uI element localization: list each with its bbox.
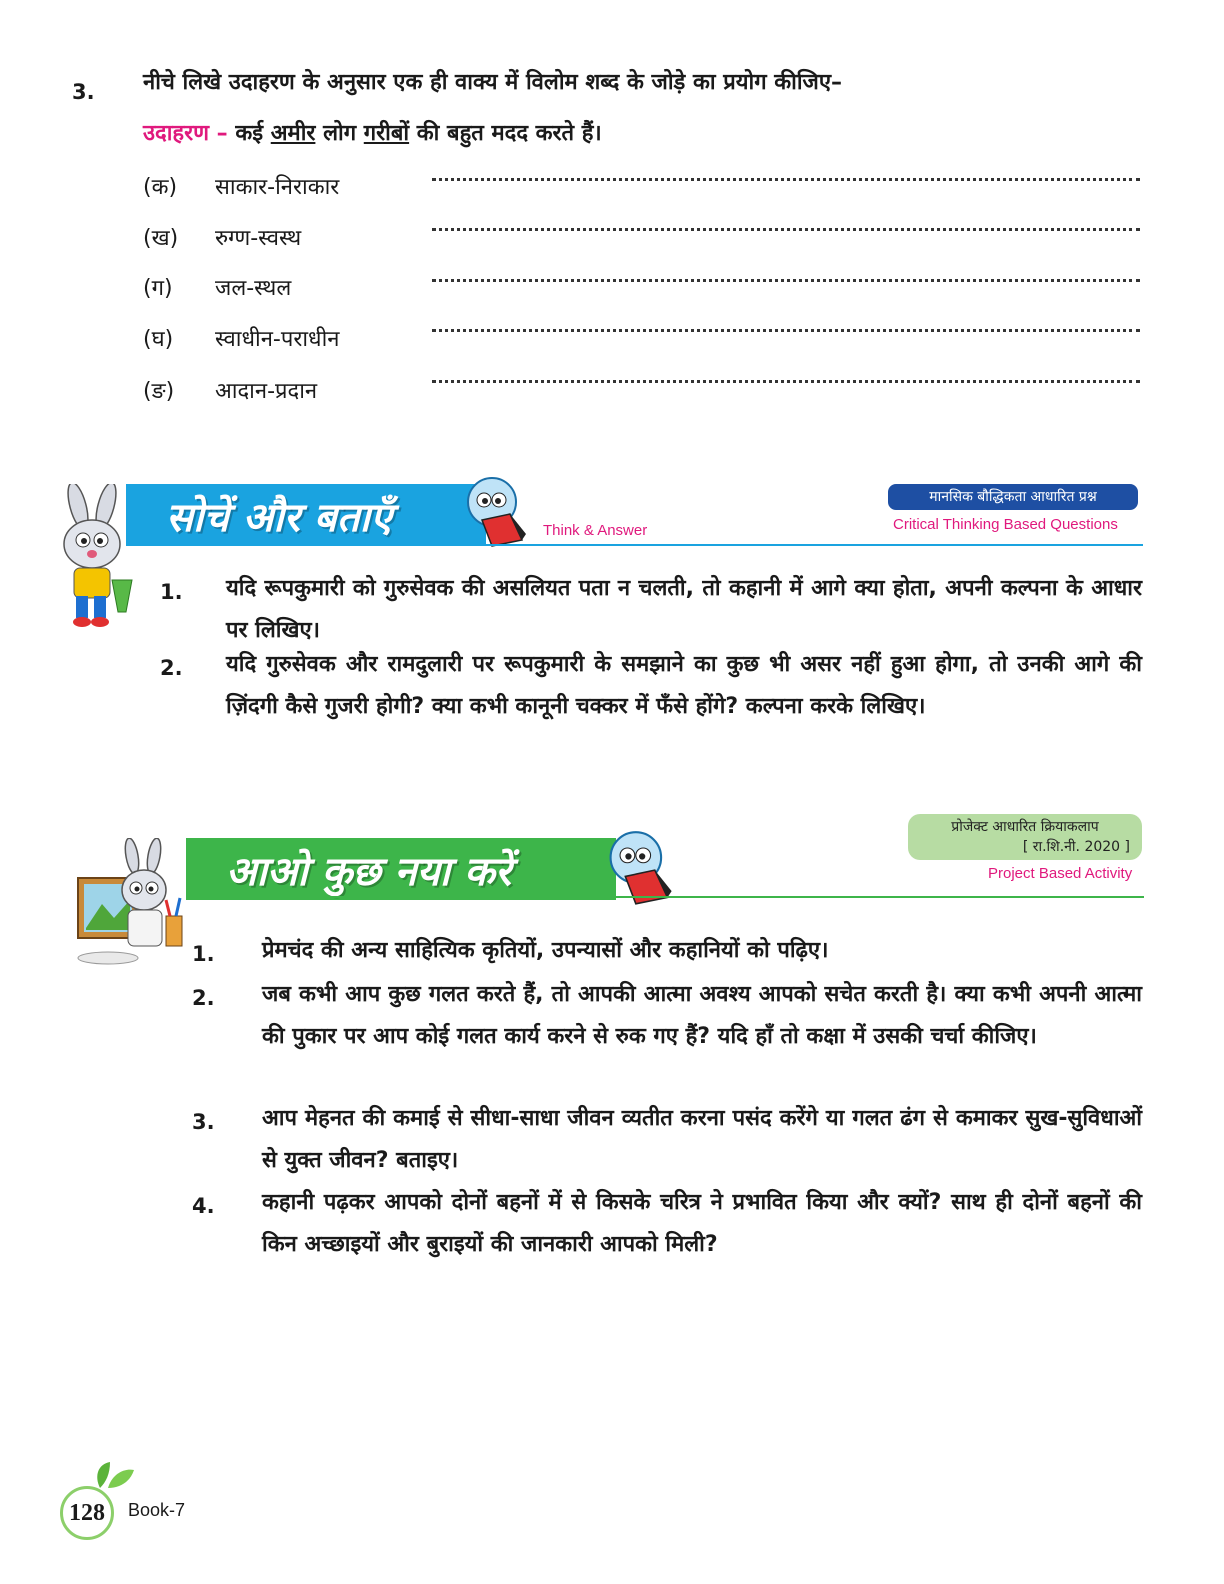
project-item-text: आप मेहनत की कमाई से सीधा-साधा जीवन व्यतीत करना पसंद करेंगे या गलत ढंग से कमाकर सुख-सुविधाओं से युक्त जीवन? बताइए। [262, 1106, 1142, 1173]
q3-number: 3. [72, 80, 95, 104]
project-item-text: जब कभी आप कुछ गलत करते हैं, तो आपकी आत्मा अवश्य आपको सचेत करती है। क्या कभी अपनी आत्मा की पुकार पर आप कोई गलत कार्य करने से रुक गए हैं? यदि हाँ तो कक्षा में उसकी चर्चा कीजिए। [262, 982, 1142, 1049]
think-tag [888, 484, 1138, 510]
example-text-2: लोग [323, 121, 357, 146]
think-item-number: 1. [160, 580, 183, 604]
answer-line[interactable] [432, 279, 1140, 282]
think-tag-hi: मानसिक बौद्धिकता आधारित प्रश्न [929, 489, 1097, 505]
pair-label: (घ) [143, 327, 174, 352]
q3-text: नीचे लिखे उदाहरण के अनुसार एक ही वाक्य में विलोम शब्द के जोड़े का प्रयोग कीजिए– [143, 70, 843, 95]
rabbit-painter-icon [72, 838, 192, 968]
answer-line[interactable] [432, 329, 1140, 332]
project-item-number: 4. [192, 1194, 215, 1218]
project-banner-title: आओ कुछ नया करें [226, 848, 512, 895]
project-item-text: प्रेमचंद की अन्य साहित्यिक कृतियों, उपन्यासों और कहानियों को पढ़िए। [262, 938, 829, 963]
pair-words: स्वाधीन-पराधीन [215, 327, 340, 352]
pair-label: (ग) [143, 276, 173, 301]
answer-line[interactable] [432, 228, 1140, 231]
example-text-1: कई [235, 121, 264, 146]
project-item-number: 1. [192, 942, 215, 966]
example-word-2: गरीबों [363, 121, 410, 146]
pair-label: (ख) [143, 226, 179, 251]
pair-label: (ङ) [143, 379, 175, 404]
project-divider [186, 896, 1144, 898]
q3-example [143, 113, 602, 155]
leaf-icon [90, 1460, 136, 1490]
answer-line[interactable] [432, 178, 1140, 181]
project-banner [186, 838, 616, 900]
example-word-1: अमीर [270, 121, 316, 146]
project-tag [908, 814, 1142, 860]
book-label: Book-7 [128, 1500, 186, 1520]
think-item-text: यदि रूपकुमारी को गुरुसेवक की असलियत पता न चलती, तो कहानी में आगे क्या होता, अपनी कल्पना के आधार पर लिखिए। [226, 576, 1142, 643]
think-item-text: यदि गुरुसेवक और रामदुलारी पर रूपकुमारी के समझाने का कुछ भी असर नहीं हुआ होगा, तो उनकी आगे की ज़िंदगी कैसे गुजरी होगी? क्या कभी कानूनी चक्कर में फँसे होंगे? कल्पना करके लिखिए। [226, 652, 1142, 719]
pencil-mascot-icon [462, 474, 528, 550]
project-tag-en: Project Based Activity [988, 865, 1133, 882]
example-label: उदाहरण – [143, 121, 228, 146]
project-item-text: कहानी पढ़कर आपको दोनों बहनों में से किसके चरित्र ने प्रभावित किया और क्यों? साथ ही दोनों बहनों की किन अच्छाइयों और बुराइयों की जानकारी आपको मिली? [262, 1190, 1142, 1257]
answer-line[interactable] [432, 380, 1140, 383]
think-banner [126, 484, 486, 546]
pair-row [143, 217, 301, 257]
pair-label: (क) [143, 175, 178, 200]
page-number [60, 1486, 114, 1540]
think-subtitle: Think & Answer [543, 522, 648, 539]
think-banner-title: सोचें और बताएँ [166, 494, 393, 541]
project-tag-line2: [ रा.शि.नी. 2020 ] [1022, 839, 1130, 855]
think-divider [126, 544, 1143, 546]
pair-words: साकार-निराकार [215, 175, 340, 200]
think-tag-en: Critical Thinking Based Questions [893, 516, 1118, 533]
think-item-number: 2. [160, 656, 183, 680]
pair-row [143, 318, 340, 358]
example-text-3: की बहुत मदद करते हैं। [416, 121, 602, 146]
project-item-number: 2. [192, 986, 215, 1010]
project-tag-line1: प्रोजेक्ट आधारित क्रियाकलाप [951, 819, 1099, 835]
project-item-number: 3. [192, 1110, 215, 1134]
page-number-text: 128 [69, 1499, 105, 1526]
pair-words: जल-स्थल [215, 276, 292, 301]
pair-words: रुग्ण-स्वस्थ [215, 226, 302, 251]
pair-words: आदान-प्रदान [215, 379, 318, 404]
pair-row [143, 370, 317, 410]
pair-row [143, 267, 291, 307]
pair-row [143, 166, 339, 206]
